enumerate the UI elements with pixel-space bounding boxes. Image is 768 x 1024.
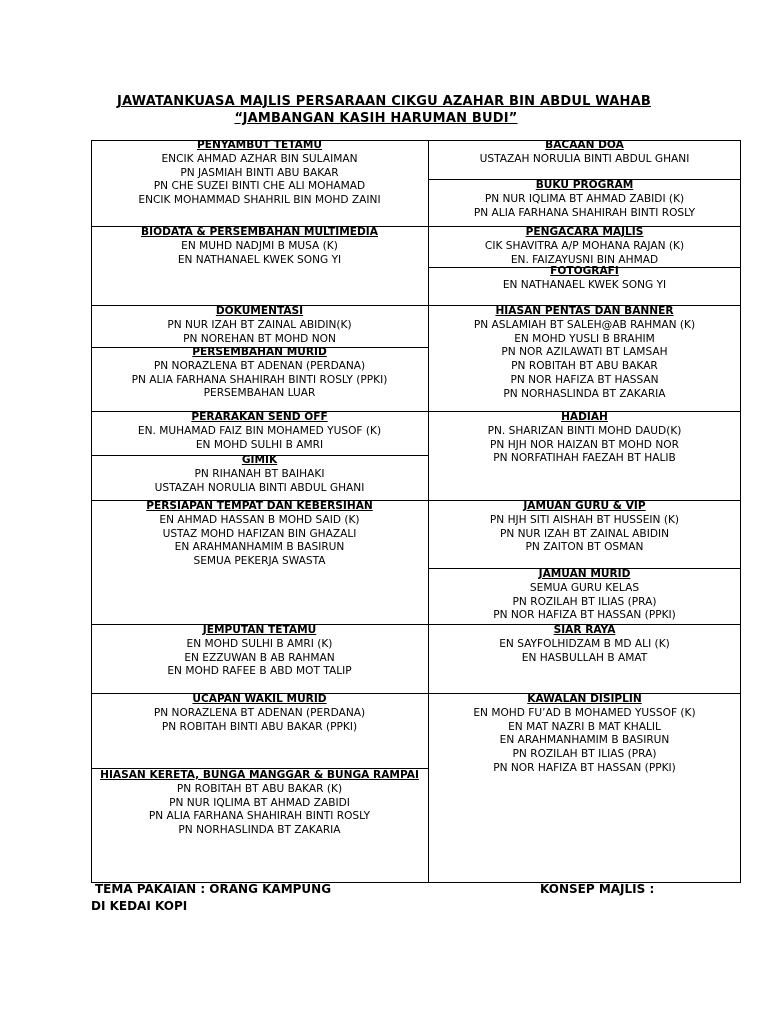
member: PN CHE SUZEI BINTI CHE ALI MOHAMAD [153, 180, 366, 193]
section-heading: PERSEMBAHAN MURID [192, 346, 327, 358]
member: PN NORAZLENA BT ADENAN (PERDANA) [153, 359, 366, 372]
member: SEMUA GURU KELAS [529, 581, 640, 594]
section-buku-program [428, 179, 741, 220]
member: PN ROBITAH BINTI ABU BAKAR (PPKI) [161, 720, 358, 733]
section-hiasan-kereta [91, 769, 428, 838]
member: EN ARAHMANHAMIM B BASIRUN [499, 734, 670, 747]
member: USTAZAH NORULIA BINTI ABDUL GHANI [479, 152, 690, 165]
section-heading: FOTOGRAFI [550, 265, 619, 277]
section-heading: DOKUMENTASI [215, 305, 304, 317]
tema-pakaian: TEMA PAKAIAN : ORANG KAMPUNG [95, 882, 332, 896]
section-persembahan-murid [91, 346, 428, 401]
section-gimik [91, 454, 428, 495]
member: PN NORFATIHAH FAEZAH BT HALIB [493, 452, 676, 465]
section-pengacara-majlis [428, 226, 741, 267]
member: PN NOR HAFIZA BT HASSAN [510, 373, 659, 386]
section-heading: UCAPAN WAKIL MURID [192, 693, 327, 705]
member: USTAZAH NORULIA BINTI ABDUL GHANI [154, 481, 365, 494]
section-siar-raya [428, 624, 741, 665]
member: PN NUR IZAH BT ZAINAL ABIDIN [499, 527, 670, 540]
section-bacaan-doa [428, 139, 741, 167]
member: PERSEMBAHAN LUAR [203, 387, 316, 400]
member: PN ROZILAH BT ILIAS (PRA) [512, 748, 657, 761]
member: PN NOREHAN BT MOHD NON [183, 332, 336, 345]
section-biodata [91, 226, 428, 267]
section-heading: PENYAMBUT TETAMU [196, 139, 323, 151]
member: PN NORHASLINDA BT ZAKARIA [178, 824, 341, 837]
member: EN MOHD FU’AD B MOHAMED YUSSOF (K) [473, 706, 696, 719]
section-jamuan-guru [428, 500, 741, 555]
member: PN NORAZLENA BT ADENAN (PERDANA) [153, 706, 366, 719]
document-subtitle: “JAMBANGAN KASIH HARUMAN BUDI” [234, 111, 518, 126]
member: EN MOHD RAFEE B ABD MOT TALIP [167, 665, 352, 678]
section-heading: PERARAKAN SEND OFF [191, 411, 328, 423]
section-heading: JAMUAN GURU & VIP [523, 500, 646, 512]
member: PN ROZILAH BT ILIAS (PRA) [512, 595, 657, 608]
member: EN. FAIZAYUSNI BIN AHMAD [510, 253, 659, 266]
section-heading: GIMIK [241, 454, 278, 466]
member: EN AHMAD HASSAN B MOHD SAID (K) [159, 513, 360, 526]
member: ENCIK AHMAD AZHAR BIN SULAIMAN [161, 152, 358, 165]
member: PN ALIA FARHANA SHAHIRAH BINTI ROSLY (PPKI) [131, 373, 388, 386]
member: USTAZ MOHD HAFIZAN BIN GHAZALI [162, 527, 357, 540]
member: PN JASMIAH BINTI ABU BAKAR [180, 166, 339, 179]
section-jamuan-murid [428, 568, 741, 623]
tema-pakaian-continued: DI KEDAI KOPI [91, 899, 188, 913]
section-heading: HIASAN KERETA, BUNGA MANGGAR & BUNGA RAMPAI [100, 769, 419, 781]
section-heading: JEMPUTAN TETAMU [202, 624, 317, 636]
section-hiasan-pentas [428, 305, 741, 402]
section-heading: BACAAN DOA [545, 139, 624, 151]
member: PN HJH SITI AISHAH BT HUSSEIN (K) [489, 513, 680, 526]
member: EN SAYFOLHIDZAM B MD ALI (K) [499, 637, 670, 650]
member: CIK SHAVITRA A/P MOHANA RAJAN (K) [484, 239, 685, 252]
section-heading: BIODATA & PERSEMBAHAN MULTIMEDIA [141, 226, 378, 238]
member: PN HJH NOR HAIZAN BT MOHD NOR [490, 438, 679, 451]
member: ENCIK MOHAMMAD SHAHRIL BIN MOHD ZAINI [138, 194, 381, 207]
member: EN MAT NAZRI B MAT KHALIL [508, 720, 661, 733]
section-persiapan-tempat [91, 500, 428, 569]
section-dokumentasi [91, 305, 428, 346]
member: EN MUHD NADJMI B MUSA (K) [181, 239, 338, 252]
document-title: JAWATANKUASA MAJLIS PERSARAAN CIKGU AZAHAR BIN ABDUL WAHAB [117, 94, 651, 109]
section-heading: PENGACARA MAJLIS [525, 226, 644, 238]
member: PN NOR HAFIZA BT HASSAN (PPKI) [493, 609, 676, 622]
member: EN NATHANAEL KWEK SONG YI [177, 253, 342, 266]
member: SEMUA PEKERJA SWASTA [193, 555, 326, 568]
member: PN NORHASLINDA BT ZAKARIA [503, 387, 666, 400]
section-heading: BUKU PROGRAM [535, 179, 634, 191]
member: PN ALIA FARHANA SHAHIRAH BINTI ROSLY [148, 810, 371, 823]
member: PN NOR HAFIZA BT HASSAN (PPKI) [493, 761, 676, 774]
member: EN. MUHAMAD FAIZ BIN MOHAMED YUSOF (K) [137, 424, 382, 437]
member: EN ARAHMANHAMIM B BASIRUN [174, 541, 345, 554]
section-heading: HIASAN PENTAS DAN BANNER [495, 305, 674, 317]
section-heading: HADIAH [561, 411, 608, 423]
member: EN MOHD SULHI B AMRI [195, 438, 324, 451]
member: PN ASLAMIAH BT SALEH@AB RAHMAN (K) [473, 318, 696, 331]
member: PN NOR AZILAWATI BT LAMSAH [501, 346, 668, 359]
section-heading: SIAR RAYA [553, 624, 616, 636]
member: EN EZZUWAN B AB RAHMAN [184, 651, 335, 664]
member: PN NUR IQLIMA BT AHMAD ZABIDI (K) [484, 192, 685, 205]
section-penyambut-tetamu [91, 139, 428, 208]
section-heading: PERSIAPAN TEMPAT DAN KEBERSIHAN [146, 500, 373, 512]
section-fotografi [428, 265, 741, 293]
member: PN RIHANAH BT BAIHAKI [194, 467, 325, 480]
section-kawalan-disiplin [428, 693, 741, 776]
section-heading: JAMUAN MURID [538, 568, 631, 580]
section-heading: KAWALAN DISIPLIN [527, 693, 642, 705]
member: EN HASBULLAH B AMAT [521, 651, 648, 664]
member: EN NATHANAEL KWEK SONG YI [502, 278, 667, 291]
member: EN MOHD SULHI B AMRI (K) [186, 637, 333, 650]
section-perarakan [91, 411, 428, 452]
section-jemputan-tetamu [91, 624, 428, 679]
konsep-majlis: KONSEP MAJLIS : [540, 882, 655, 896]
member: PN ZAITON BT OSMAN [525, 541, 644, 554]
member: PN NUR IZAH BT ZAINAL ABIDIN(K) [167, 318, 352, 331]
section-ucapan-wakil-murid [91, 693, 428, 734]
member: PN. SHARIZAN BINTI MOHD DAUD(K) [487, 424, 682, 437]
member: EN MOHD YUSLI B BRAHIM [514, 332, 655, 345]
member: PN NUR IQLIMA BT AHMAD ZABIDI [169, 796, 350, 809]
member: PN ALIA FARHANA SHAHIRAH BINTI ROSLY [473, 206, 696, 219]
member: PN ROBITAH BT ABU BAKAR [511, 360, 658, 373]
section-hadiah [428, 411, 741, 466]
member: PN ROBITAH BT ABU BAKAR (K) [176, 782, 343, 795]
